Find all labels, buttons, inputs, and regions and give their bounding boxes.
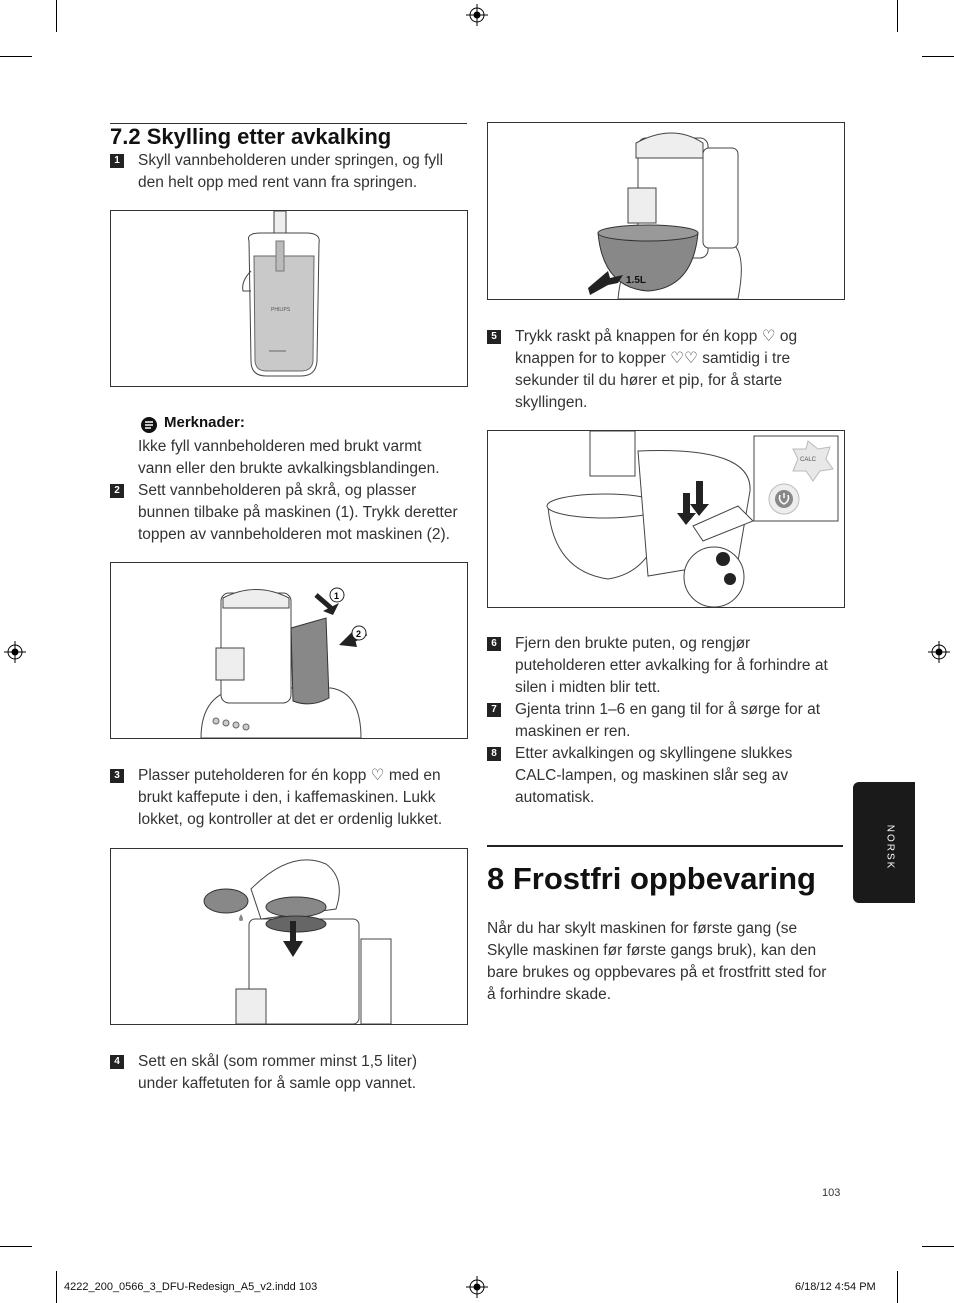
step-number: 6 (487, 637, 501, 651)
one-cup-icon: ♡ (761, 328, 776, 345)
note-text: Ikke fyll vannbeholderen med brukt varmt vann eller den brukte avkalkingsblandingen. (138, 438, 440, 477)
crop-mark (922, 1246, 954, 1247)
figure-pod-holder (110, 848, 468, 1025)
paragraph: Når du har skylt maskinen for første gang (se Skylle maskinen før første gangs bruk), kan den bare brukes og oppbevares på et frostfritt sted for å forhindre skade. (487, 920, 827, 1003)
page-number: 103 (822, 1187, 841, 1199)
step-number: 1 (110, 154, 124, 168)
registration-mark-icon (928, 641, 950, 663)
step-number: 7 (487, 703, 501, 717)
heading-rule (487, 845, 843, 847)
figure-button-press (487, 430, 845, 608)
crop-mark (56, 1271, 57, 1303)
callout-1: 1 (334, 591, 340, 601)
registration-mark-icon (4, 641, 26, 663)
crop-mark (897, 1271, 898, 1303)
footer-filename: 4222_200_0566_3_DFU-Redesign_A5_v2.indd 103 (64, 1281, 318, 1293)
step-number: 2 (110, 484, 124, 498)
crop-mark (897, 0, 898, 32)
registration-mark-icon (466, 1276, 488, 1298)
one-cup-icon: ♡ (370, 767, 385, 784)
step-number: 5 (487, 330, 501, 344)
step-text: Trykk raskt på knappen for én kopp ♡ og knappen for to kopper ♡♡ samtidig i tre sekunder til du hører et pip, for å starte skyllingen. (515, 328, 798, 411)
chapter-heading: 8 Frostfri oppbevaring (487, 861, 816, 896)
note-label: Merknader: (164, 414, 245, 431)
crop-mark (0, 56, 32, 57)
step-text: Etter avkalkingen og skyllingene slukkes CALC-lampen, og maskinen slår seg av automatisk. (515, 745, 793, 806)
calc-label: CALC (800, 457, 817, 463)
step-text: Sett vannbeholderen på skrå, og plasser bunnen tilbake på maskinen (1). Trykk deretter toppen av vannbeholderen mot maskinen (2). (138, 482, 458, 543)
step-text: Sett en skål (som rommer minst 1,5 liter) under kaffetuten for å samle opp vannet. (138, 1053, 418, 1092)
bowl-volume-label: 1.5L (626, 275, 647, 286)
crop-mark (0, 1246, 32, 1247)
figure-tank-placement (110, 562, 468, 739)
step-text: Skyll vannbeholderen under springen, og fyll den helt opp med rent vann fra springen. (138, 152, 444, 191)
step-text: Fjern den brukte puten, og rengjør puteholderen etter avkalking for å forhindre at silen i midten blir tett. (515, 635, 828, 696)
two-cups-icon: ♡♡ (670, 350, 698, 367)
registration-mark-icon (466, 4, 488, 26)
step-number: 4 (110, 1055, 124, 1069)
section-heading: 7.2 Skylling etter avkalking (110, 124, 392, 149)
figure-bowl-under-spout (487, 122, 845, 300)
callout-2: 2 (356, 629, 362, 639)
language-tab: NORSK (853, 782, 915, 903)
step-number: 8 (487, 747, 501, 761)
brand-label: PHILIPS (271, 307, 291, 313)
step-text: Gjenta trinn 1–6 en gang til for å sørge for at maskinen er ren. (515, 701, 821, 740)
figure-water-tank-tap (110, 210, 468, 387)
step-text: Plasser puteholderen for én kopp ♡ med en brukt kaffepute i den, i kaffemaskinen. Lukk lokket, og kontroller at det er ordenlig lukket. (138, 767, 443, 828)
crop-mark (56, 0, 57, 32)
note-icon (140, 416, 158, 434)
crop-mark (922, 56, 954, 57)
step-number: 3 (110, 769, 124, 783)
footer-date: 6/18/12 4:54 PM (795, 1281, 876, 1293)
